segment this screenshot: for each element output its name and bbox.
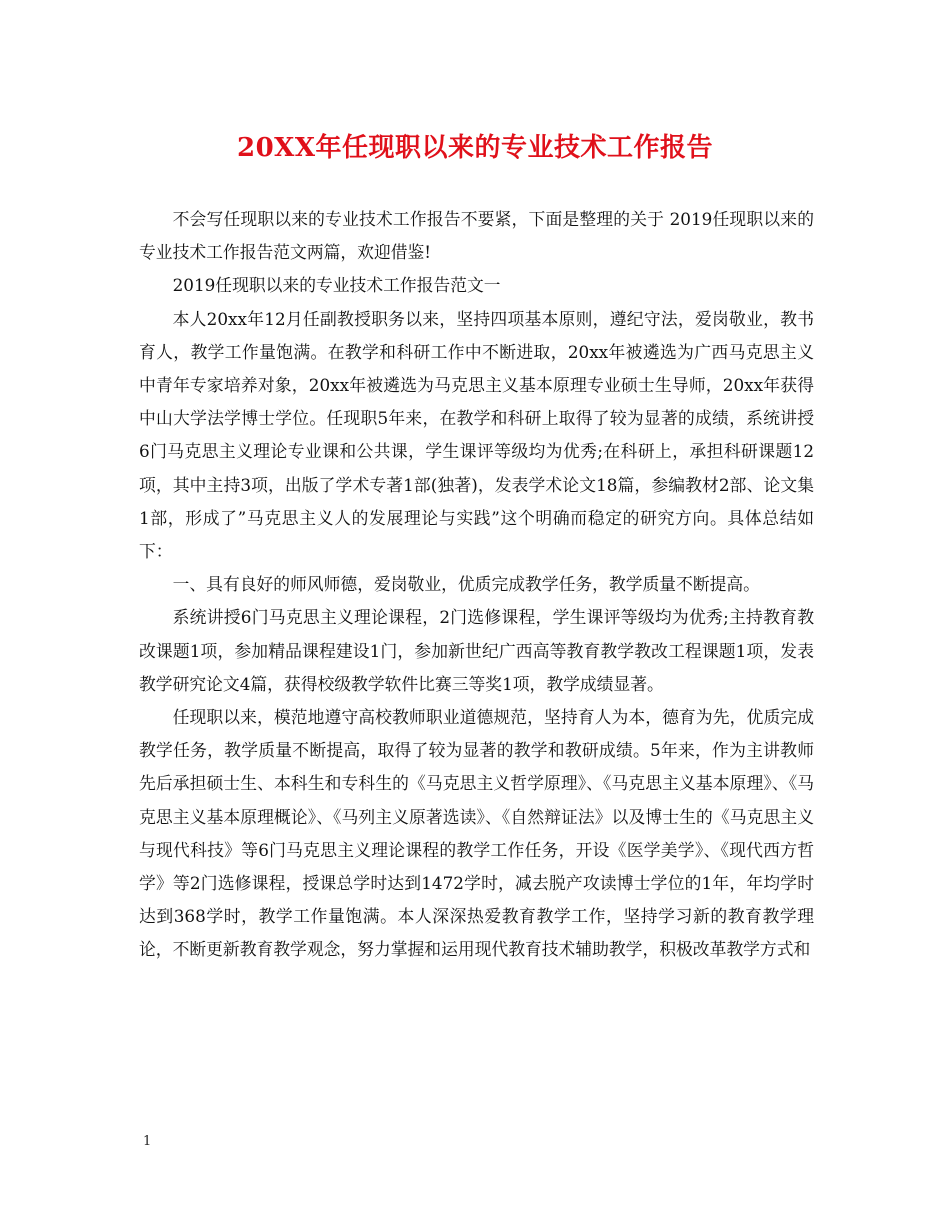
paragraph-summary: 本人20xx年12月任副教授职务以来，坚持四项基本原则，遵纪守法，爱岗敬业，教书育人，教学工作量饱满。在教学和科研工作中不断进取，20xx年被遴选为广西马克思主义中青年专家培养对象，20xx年被遴选为马克思主义基本原理专业硕士生导师，20xx年获得中山大学法学博士学位。任现职5年来，在教学和科研上取得了较为显著的成绩，系统讲授6门马克思主义理论专业课和公共课，学生课评等级均为优秀;在科研上，承担科研课题12项，其中主持3项，出版了学术专著1部(独著)，发表学术论文18篇，参编教材2部、论文集1部，形成了”马克思主义人的发展理论与实践”这个明确而稳定的研究方向。具体总结如下： — [139, 308, 814, 562]
document-body — [139, 203, 814, 967]
paragraph-intro: 不会写任现职以来的专业技术工作报告不要紧，下面是整理的关于 2019任现职以来的专业技术工作报告范文两篇，欢迎借鉴! — [139, 209, 814, 263]
paragraph-subheading: 2019任现职以来的专业技术工作报告范文一 — [172, 275, 501, 296]
page-number: 1 — [143, 1134, 152, 1149]
paragraph-details: 任现职以来，模范地遵守高校教师职业道德规范，坚持育人为本，德育为先，优质完成教学任务，教学质量不断提高，取得了较为显著的教学和教研成绩。5年来，作为主讲教师先后承担硕士生、本科生和专科生的《马克思主义哲学原理》、《马克思主义基本原理》、《马克思主义基本原理概论》、《马列主义原著选读》、《自然辩证法》以及博士生的《马克思主义与现代科技》等6门马克思主义理论课程的教学工作任务，开设《医学美学》、《现代西方哲学》等2门选修课程，授课总学时达到1472学时，减去脱产攻读博士学位的1年，年均学时达到368学时，教学工作量饱满。本人深深热爱教育教学工作，坚持学习新的教育教学理论，不断更新教育教学观念，努力掌握和运用现代教育技术辅助教学，积极改革教学方式和 — [139, 707, 814, 960]
paragraph-section-heading: 一、具有良好的师风师德，爱岗敬业，优质完成教学任务，教学质量不断提高。 — [172, 574, 760, 595]
document-title: 20XX年任现职以来的专业技术工作报告 — [236, 133, 714, 163]
paragraph-teaching: 系统讲授6门马克思主义理论课程，2门选修课程，学生课评等级均为优秀;主持教育教改课题1项，参加精品课程建设1门，参加新世纪广西高等教育教学教改工程课题1项，发表教学研究论文4篇，获得校级教学软件比赛三等奖1项，教学成绩显著。 — [139, 607, 814, 694]
